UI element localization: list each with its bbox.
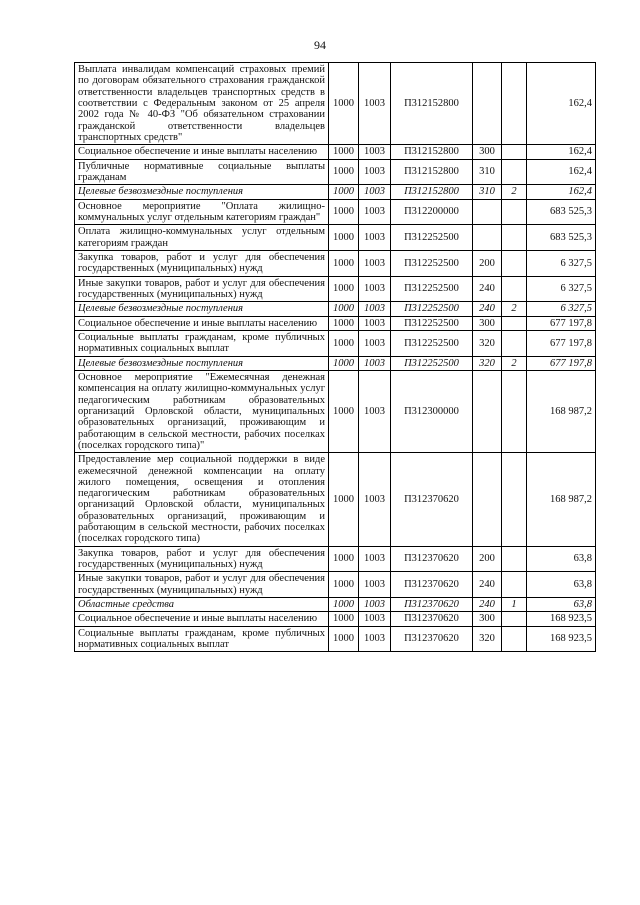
cell-subsection: 1003 [359,370,391,452]
cell-section: 1000 [329,598,359,612]
cell-amount: 168 923,5 [527,626,596,652]
cell-amount: 683 525,3 [527,225,596,251]
cell-amount: 6 327,5 [527,302,596,316]
cell-subsection: 1003 [359,316,391,330]
cell-section: 1000 [329,63,359,145]
cell-amount: 677 197,8 [527,316,596,330]
cell-section: 1000 [329,302,359,316]
cell-target-article: П312300000 [391,370,473,452]
cell-target-article: П312370620 [391,453,473,547]
cell-name: Целевые безвозмездные поступления [75,302,329,316]
cell-section: 1000 [329,225,359,251]
cell-funding-code [502,612,527,626]
cell-subsection: 1003 [359,572,391,598]
cell-name: Социальное обеспечение и иные выплаты населению [75,145,329,159]
cell-name: Основное мероприятие "Ежемесячная денежная компенсация на оплату жилищно-коммунальных услуг педагогическим работникам образовательных организаций Орловской области, муниципальных образовательных организаций, проживающим и работающим в сельской местности, рабочих поселках (поселках городского типа)" [75,370,329,452]
cell-name: Предоставление мер социальной поддержки в виде ежемесячной денежной компенсации на оплату жилого помещения, освещения и отопления педагогическим работникам образовательных организаций Орловской области, муниципальных образовательных организаций, проживающим и работающим в сельской местности, рабочих поселках (поселках городского типа) [75,453,329,547]
cell-name: Целевые безвозмездные поступления [75,356,329,370]
cell-section: 1000 [329,626,359,652]
cell-name: Закупка товаров, работ и услуг для обеспечения государственных (муниципальных) нужд [75,250,329,276]
cell-funding-code: 2 [502,185,527,199]
cell-section: 1000 [329,453,359,547]
table-row [75,356,596,370]
cell-expense-type: 300 [473,612,502,626]
cell-target-article: П312152800 [391,159,473,185]
cell-target-article: П312370620 [391,626,473,652]
cell-expense-type: 240 [473,302,502,316]
cell-subsection: 1003 [359,453,391,547]
cell-amount: 168 923,5 [527,612,596,626]
cell-expense-type: 310 [473,159,502,185]
cell-subsection: 1003 [359,185,391,199]
cell-funding-code [502,626,527,652]
cell-subsection: 1003 [359,276,391,302]
table-row [75,598,596,612]
cell-target-article: П312370620 [391,546,473,572]
cell-name: Областные средства [75,598,329,612]
cell-amount: 677 197,8 [527,330,596,356]
cell-expense-type: 240 [473,598,502,612]
cell-section: 1000 [329,572,359,598]
cell-funding-code [502,199,527,225]
cell-amount: 63,8 [527,598,596,612]
cell-subsection: 1003 [359,225,391,251]
cell-target-article: П312370620 [391,612,473,626]
cell-amount: 6 327,5 [527,250,596,276]
table-row [75,612,596,626]
cell-name: Социальные выплаты гражданам, кроме публичных нормативных социальных выплат [75,626,329,652]
cell-funding-code [502,316,527,330]
table-row [75,453,596,547]
table-row [75,159,596,185]
cell-subsection: 1003 [359,159,391,185]
table-row [75,250,596,276]
cell-target-article: П312252500 [391,276,473,302]
cell-amount: 162,4 [527,185,596,199]
table-row [75,370,596,452]
cell-section: 1000 [329,185,359,199]
cell-subsection: 1003 [359,302,391,316]
cell-amount: 63,8 [527,546,596,572]
cell-section: 1000 [329,145,359,159]
cell-name: Публичные нормативные социальные выплаты гражданам [75,159,329,185]
cell-amount: 683 525,3 [527,199,596,225]
cell-subsection: 1003 [359,356,391,370]
cell-funding-code [502,159,527,185]
table-row [75,626,596,652]
cell-section: 1000 [329,546,359,572]
cell-name: Социальные выплаты гражданам, кроме публичных нормативных социальных выплат [75,330,329,356]
table-row [75,185,596,199]
cell-expense-type: 300 [473,316,502,330]
cell-expense-type: 240 [473,276,502,302]
cell-funding-code [502,546,527,572]
cell-name: Целевые безвозмездные поступления [75,185,329,199]
cell-expense-type [473,63,502,145]
cell-expense-type [473,199,502,225]
table-row [75,302,596,316]
cell-expense-type: 320 [473,356,502,370]
table-row [75,199,596,225]
cell-funding-code: 2 [502,356,527,370]
cell-funding-code: 1 [502,598,527,612]
cell-name: Социальное обеспечение и иные выплаты населению [75,316,329,330]
cell-target-article: П312370620 [391,572,473,598]
cell-section: 1000 [329,199,359,225]
page-number: 94 [314,38,326,52]
cell-expense-type [473,225,502,251]
cell-funding-code [502,330,527,356]
cell-amount: 162,4 [527,63,596,145]
cell-expense-type: 200 [473,546,502,572]
table-row [75,546,596,572]
cell-name: Закупка товаров, работ и услуг для обеспечения государственных (муниципальных) нужд [75,546,329,572]
table-row [75,572,596,598]
cell-expense-type [473,370,502,452]
cell-subsection: 1003 [359,626,391,652]
cell-expense-type: 320 [473,626,502,652]
cell-target-article: П312252500 [391,316,473,330]
cell-section: 1000 [329,370,359,452]
table-row [75,316,596,330]
table-row [75,145,596,159]
cell-subsection: 1003 [359,546,391,572]
cell-section: 1000 [329,250,359,276]
cell-expense-type: 240 [473,572,502,598]
cell-subsection: 1003 [359,250,391,276]
cell-funding-code [502,145,527,159]
table-row [75,63,596,145]
cell-funding-code [502,276,527,302]
cell-name: Иные закупки товаров, работ и услуг для обеспечения государственных (муниципальных) нужд [75,276,329,302]
cell-target-article: П312152800 [391,145,473,159]
cell-section: 1000 [329,330,359,356]
cell-name: Основное мероприятие "Оплата жилищно-коммунальных услуг отдельным категориям граждан" [75,199,329,225]
cell-target-article: П312152800 [391,63,473,145]
cell-target-article: П312252500 [391,330,473,356]
cell-target-article: П312252500 [391,356,473,370]
cell-name: Социальное обеспечение и иные выплаты населению [75,612,329,626]
cell-amount: 162,4 [527,145,596,159]
cell-funding-code [502,225,527,251]
cell-funding-code [502,63,527,145]
cell-target-article: П312252500 [391,250,473,276]
cell-funding-code [502,572,527,598]
cell-funding-code: 2 [502,302,527,316]
cell-name: Иные закупки товаров, работ и услуг для обеспечения государственных (муниципальных) нужд [75,572,329,598]
cell-subsection: 1003 [359,612,391,626]
cell-target-article: П312152800 [391,185,473,199]
cell-funding-code [502,370,527,452]
cell-expense-type: 300 [473,145,502,159]
budget-table-body [75,63,596,652]
cell-section: 1000 [329,612,359,626]
cell-amount: 63,8 [527,572,596,598]
cell-funding-code [502,453,527,547]
cell-section: 1000 [329,276,359,302]
cell-funding-code [502,250,527,276]
cell-subsection: 1003 [359,63,391,145]
budget-table [74,62,596,652]
table-row [75,276,596,302]
cell-amount: 168 987,2 [527,370,596,452]
cell-section: 1000 [329,356,359,370]
cell-target-article: П312252500 [391,225,473,251]
cell-subsection: 1003 [359,199,391,225]
cell-amount: 677 197,8 [527,356,596,370]
table-row [75,225,596,251]
cell-expense-type: 320 [473,330,502,356]
cell-amount: 162,4 [527,159,596,185]
cell-target-article: П312370620 [391,598,473,612]
cell-expense-type: 200 [473,250,502,276]
cell-amount: 6 327,5 [527,276,596,302]
cell-section: 1000 [329,316,359,330]
table-row [75,330,596,356]
cell-subsection: 1003 [359,598,391,612]
cell-expense-type: 310 [473,185,502,199]
cell-name: Выплата инвалидам компенсаций страховых премий по договорам обязательного страхования гражданской ответственности владельцев транспортных средств в соответствии с Федеральным законом от 25 апреля 2002 года № 40-ФЗ "Об обязательном страховании гражданской ответственности владельцев транспортных средств" [75,63,329,145]
cell-subsection: 1003 [359,145,391,159]
cell-target-article: П312200000 [391,199,473,225]
cell-subsection: 1003 [359,330,391,356]
cell-name: Оплата жилищно-коммунальных услуг отдельным категориям граждан [75,225,329,251]
cell-amount: 168 987,2 [527,453,596,547]
cell-expense-type [473,453,502,547]
cell-target-article: П312252500 [391,302,473,316]
cell-section: 1000 [329,159,359,185]
